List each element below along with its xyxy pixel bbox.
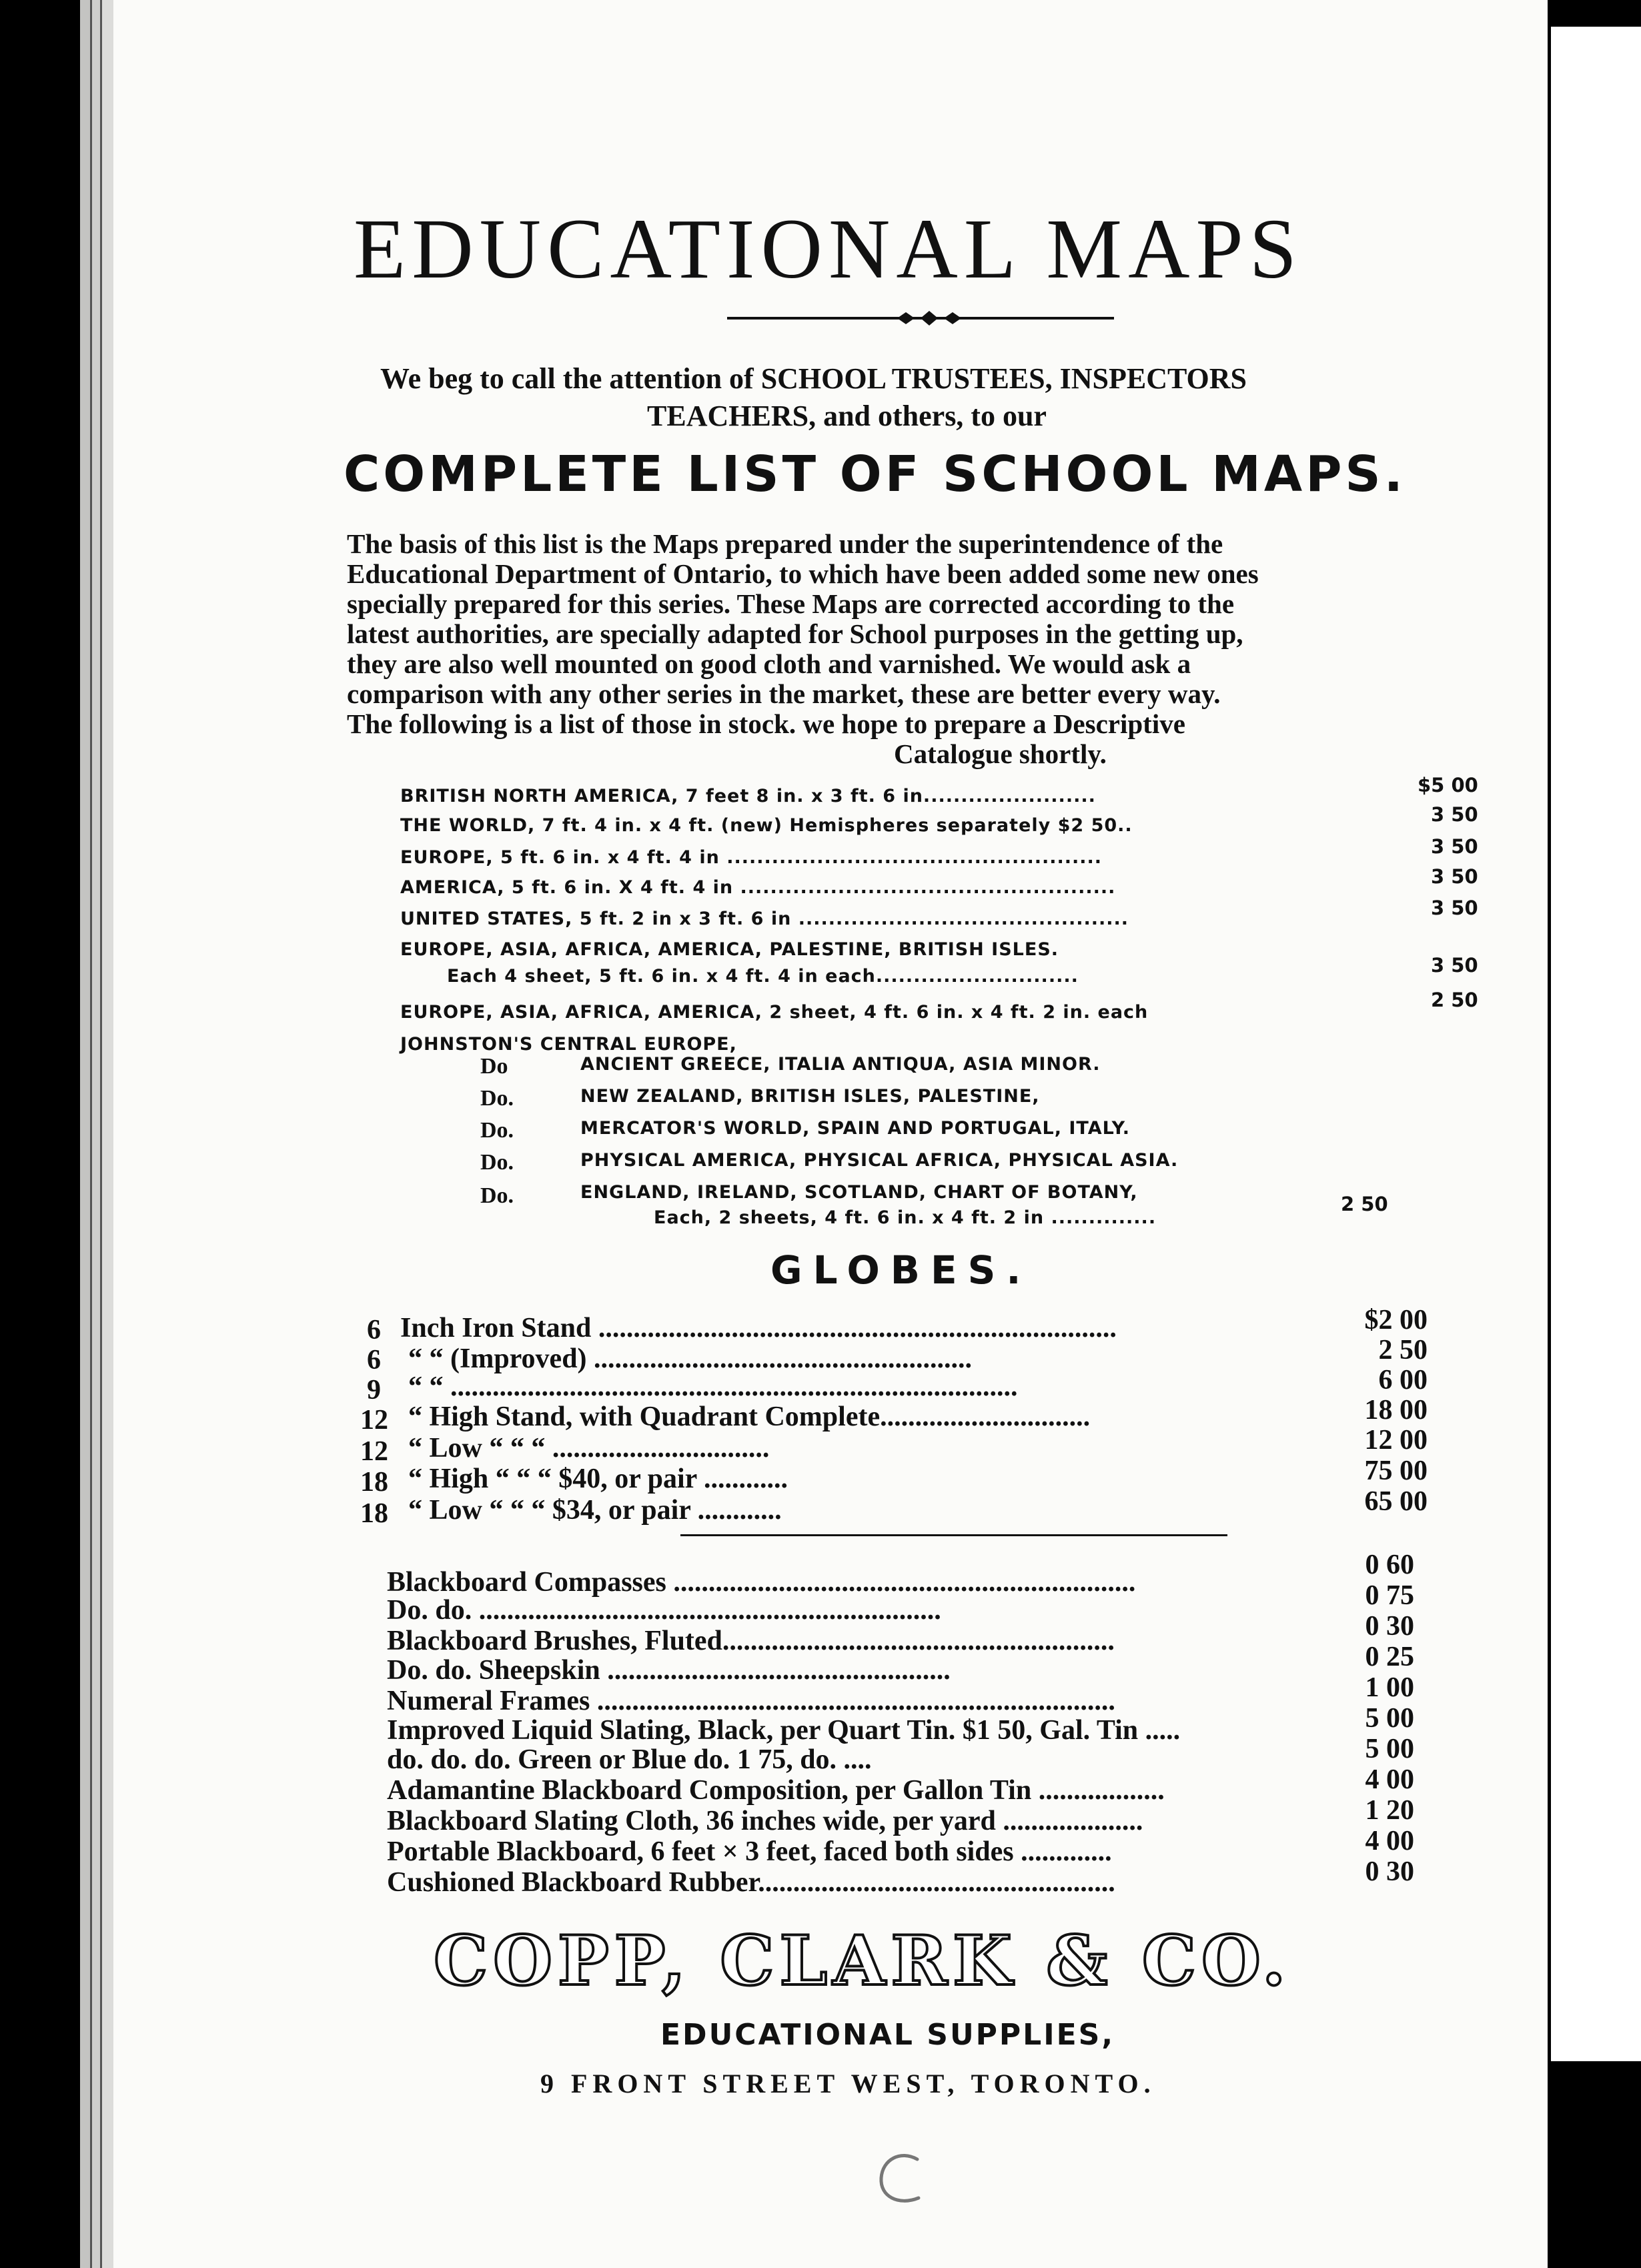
supply-price: 1 20	[1365, 1795, 1414, 1826]
supply-item: Do. do. Sheepskin .................................................	[387, 1655, 951, 1686]
supply-item: Adamantine Blackboard Composition, per Gallon Tin ..................	[387, 1775, 1165, 1806]
adjacent-page-edge	[1551, 27, 1641, 2061]
globe-item: “ High “ “ “ $40, or pair ............	[408, 1464, 788, 1494]
map-item: NEW ZEALAND, BRITISH ISLES, PALESTINE,	[580, 1086, 1040, 1107]
page-edge	[80, 0, 92, 2268]
paragraph-line: The following is a list of those in stock. we hope to prepare a Descriptive	[347, 708, 1185, 739]
map-price: 2 50	[1431, 989, 1478, 1011]
globe-size: 18	[360, 1498, 388, 1529]
ditto-mark: Do.	[480, 1086, 514, 1111]
supply-item: Portable Blackboard, 6 feet × 3 feet, faced both sides .............	[387, 1836, 1112, 1867]
globe-size: 6	[367, 1315, 381, 1345]
map-price: 3 50	[1431, 897, 1478, 919]
map-item: ANCIENT GREECE, ITALIA ANTIQUA, ASIA MINOR.	[580, 1054, 1101, 1075]
globe-list	[360, 1304, 1548, 1531]
supply-price: 4 00	[1365, 1764, 1414, 1795]
supply-price: 1 00	[1365, 1672, 1414, 1703]
supply-price: 0 30	[1365, 1611, 1414, 1642]
map-item: ENGLAND, IRELAND, SCOTLAND, CHART OF BOTANY,	[580, 1182, 1138, 1203]
intro-line: TEACHERS, and others, to our	[647, 400, 1047, 432]
supply-item: Improved Liquid Slating, Black, per Quart Tin. $1 50, Gal. Tin .....	[387, 1715, 1181, 1746]
map-item: PHYSICAL AMERICA, PHYSICAL AFRICA, PHYSICAL ASIA.	[580, 1150, 1179, 1171]
section-divider	[680, 1534, 1227, 1536]
paragraph-line: specially prepared for this series. These Maps are corrected according to the	[347, 588, 1235, 619]
map-item: BRITISH NORTH AMERICA, 7 feet 8 in. x 3 ft. 6 in.......................	[400, 786, 1096, 806]
globe-price: 2 50	[1378, 1335, 1428, 1365]
map-price: 3 50	[1431, 835, 1478, 858]
paragraph-line: Educational Department of Ontario, to which have been added some new ones	[347, 558, 1259, 589]
ditto-mark: Do.	[480, 1150, 514, 1175]
map-item: JOHNSTON'S CENTRAL EUROPE,	[400, 1034, 737, 1055]
globe-price: 18 00	[1364, 1395, 1428, 1426]
supply-item: Blackboard Slating Cloth, 36 inches wide, per yard ....................	[387, 1806, 1143, 1836]
company-name: COPP, CLARK & CO.	[434, 1921, 1291, 2001]
supply-price: 5 00	[1365, 1703, 1414, 1734]
map-item: EUROPE, ASIA, AFRICA, AMERICA, PALESTINE, BRITISH ISLES.	[400, 939, 1059, 960]
company-tagline: EDUCATIONAL SUPPLIES,	[660, 2018, 1115, 2052]
supply-price: 4 00	[1365, 1826, 1414, 1856]
map-item: MERCATOR'S WORLD, SPAIN AND PORTUGAL, ITALY.	[580, 1118, 1130, 1139]
globe-size: 6	[367, 1345, 381, 1375]
globe-price: 65 00	[1364, 1486, 1428, 1517]
ditto-mark: Do	[480, 1054, 508, 1079]
map-item: EUROPE, 5 ft. 6 in. x 4 ft. 4 in ..................................................	[400, 847, 1103, 868]
globe-size: 12	[360, 1436, 388, 1467]
ditto-mark: Do.	[480, 1118, 514, 1143]
map-price: 3 50	[1431, 865, 1478, 888]
paragraph-line: they are also well mounted on good cloth and varnished. We would ask a	[347, 648, 1191, 679]
supply-item: Blackboard Brushes, Fluted........................................................	[387, 1626, 1115, 1656]
supply-item: Cushioned Blackboard Rubber...................................................	[387, 1867, 1115, 1898]
map-price: 3 50	[1431, 803, 1478, 826]
globe-size: 12	[360, 1405, 388, 1436]
map-item: Each 4 sheet, 5 ft. 6 in. x 4 ft. 4 in each...........................	[447, 966, 1079, 987]
map-item: THE WORLD, 7 ft. 4 in. x 4 ft. (new) Hemispheres separately $2 50..	[400, 815, 1133, 836]
map-price: 3 50	[1431, 954, 1478, 977]
ornament-rule	[727, 308, 1114, 328]
paragraph-line: Catalogue shortly.	[894, 738, 1107, 769]
company-address: 9 FRONT STREET WEST, TORONTO.	[540, 2069, 1156, 2099]
supplies-list	[387, 1548, 1548, 1908]
globe-item: “ “ .................................................................................	[408, 1371, 1018, 1402]
globe-item: “ High Stand, with Quadrant Complete..............................	[408, 1401, 1091, 1432]
supply-item: do. do. do. Green or Blue do. 1 75, do. ....	[387, 1744, 872, 1775]
supply-item: Numeral Frames ..........................................................................	[387, 1686, 1115, 1716]
globes-heading: GLOBES.	[770, 1247, 1032, 1293]
supply-price: 5 00	[1365, 1734, 1414, 1764]
map-item: EUROPE, ASIA, AFRICA, AMERICA, 2 sheet, 4 ft. 6 in. x 4 ft. 2 in. each	[400, 1002, 1149, 1023]
globe-item: Inch Iron Stand ..........................................................................	[400, 1313, 1117, 1343]
supply-price: 0 25	[1365, 1642, 1414, 1672]
page-title: EDUCATIONAL MAPS	[354, 201, 1303, 296]
globe-item: “ Low “ “ “ ...............................	[408, 1433, 770, 1464]
map-price: $5 00	[1418, 774, 1478, 796]
globe-item: “ “ (Improved) ......................................................	[408, 1343, 973, 1374]
globe-item: “ Low “ “ “ $34, or pair ............	[408, 1495, 782, 1526]
globe-price: 12 00	[1364, 1425, 1428, 1456]
map-item: UNITED STATES, 5 ft. 2 in x 3 ft. 6 in ............................................	[400, 909, 1129, 929]
globe-price: 75 00	[1364, 1456, 1428, 1486]
globe-size: 18	[360, 1467, 388, 1498]
paragraph-line: The basis of this list is the Maps prepared under the superintendence of the	[347, 528, 1223, 559]
supply-price: 0 60	[1365, 1550, 1414, 1580]
globe-price: $2 00	[1364, 1305, 1428, 1335]
ditto-mark: Do.	[480, 1183, 514, 1208]
paragraph-line: comparison with any other series in the market, these are better every way.	[347, 678, 1221, 709]
supply-item: Do. do. ..................................................................	[387, 1595, 941, 1626]
map-price: 2 50	[1341, 1193, 1388, 1215]
globe-size: 9	[367, 1375, 381, 1405]
supply-price: 0 30	[1365, 1856, 1414, 1887]
supply-item: Blackboard Compasses ..................................................................	[387, 1567, 1136, 1598]
list-heading: COMPLETE LIST OF SCHOOL MAPS.	[344, 446, 1406, 503]
paragraph-line: latest authorities, are specially adapted for School purposes in the getting up,	[347, 618, 1243, 649]
supply-price: 0 75	[1365, 1580, 1414, 1611]
handwritten-mark	[871, 2145, 931, 2211]
globe-price: 6 00	[1378, 1365, 1428, 1395]
catalogue-page	[113, 0, 1548, 2268]
map-item: AMERICA, 5 ft. 6 in. X 4 ft. 4 in ..................................................	[400, 877, 1116, 898]
intro-line: We beg to call the attention of SCHOOL TRUSTEES, INSPECTORS	[380, 362, 1247, 395]
map-item: Each, 2 sheets, 4 ft. 6 in. x 4 ft. 2 in ..............	[654, 1207, 1157, 1228]
